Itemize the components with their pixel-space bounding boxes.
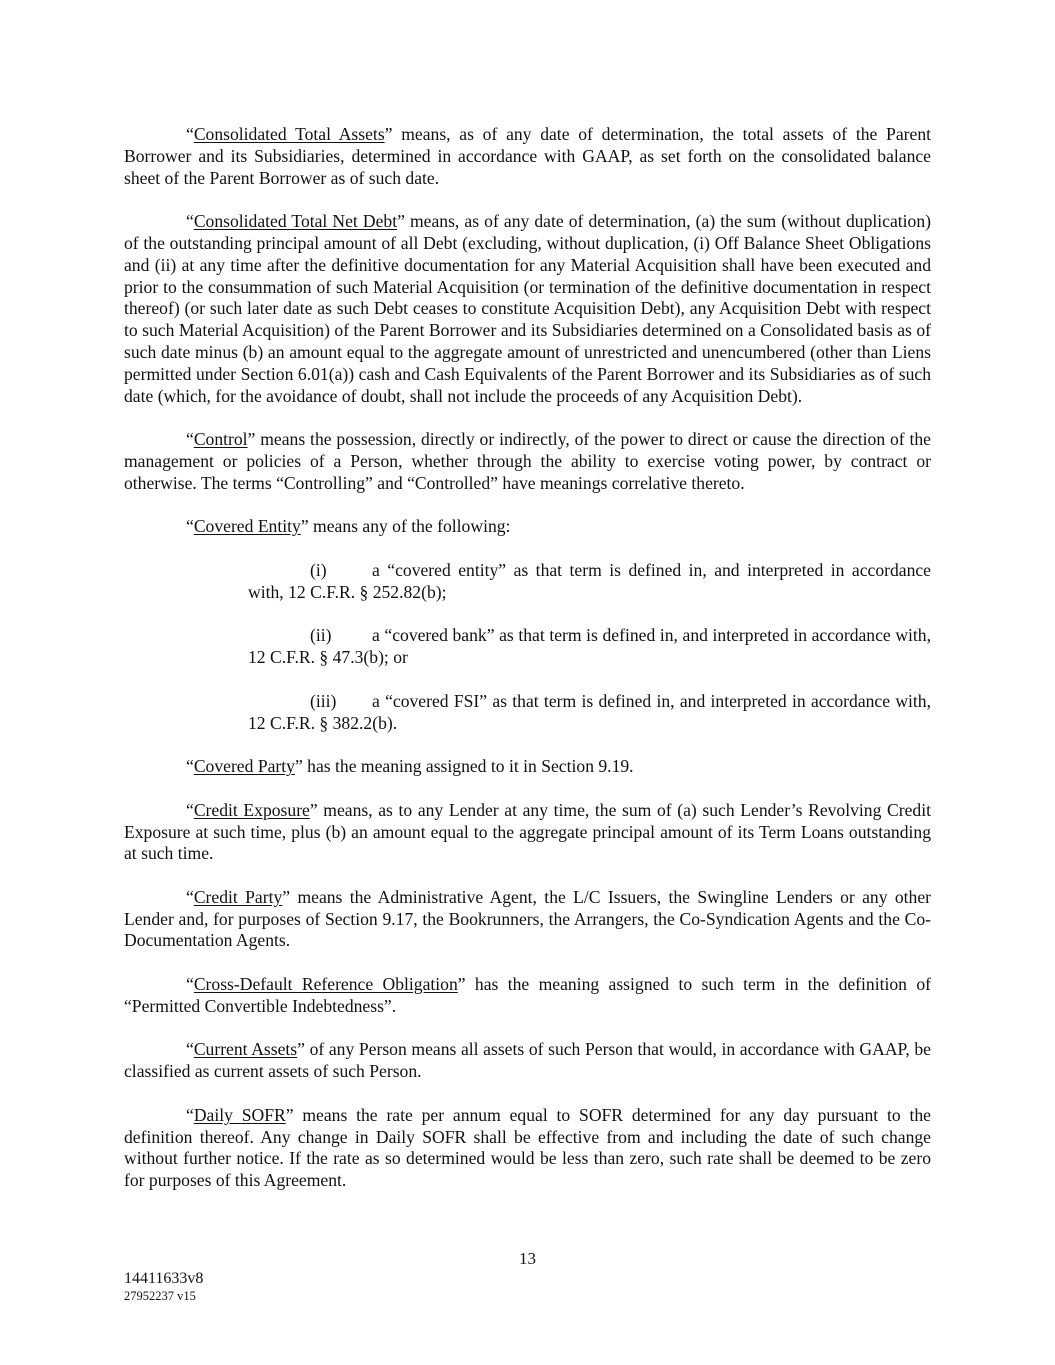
item-text: a “covered entity” as that term is defined in, and interpreted in accordance with, 12 C.F.R. § 252.82(b); xyxy=(248,559,931,602)
document-body xyxy=(124,124,931,1214)
definition-text: ” means, as of any date of determination, the total assets of the Parent Borrower and its Subsidiaries, determined in accordance with GAAP, as set forth on the consolidated balance sheet of the Parent Borrower as of such date. xyxy=(124,124,932,188)
definition-consolidated-total-net-debt: “Consolidated Total Net Debt” means, as of any date of determination, (a) the sum (without duplication) of the outstanding principal amount of all Debt (excluding, without duplication, (i) Off Balance Sheet Obligations and (ii) at any time after the definitive documentation for any Material Acquisition shall have been executed and prior to the consummation of such Material Acquisition (or termination of the definitive documentation in respect thereof) (or such later date as such Debt ceases to constitute Acquisition Debt), any Acquisition Debt with respect to such Material Acquisition) of the Parent Borrower and its Subsidiaries determined on a Consolidated basis as of such date minus (b) an amount equal to the aggregate amount of unrestricted and unencumbered (other than Liens permitted under Section 6.01(a)) cash and Cash Equivalents of the Parent Borrower and its Subsidiaries as of such date (which, for the avoidance of doubt, shall not include the proceeds of any Acquisition Debt). xyxy=(124,211,931,406)
item-text: a “covered bank” as that term is defined in, and interpreted in accordance with, 12 C.F.R. § 47.3(b); or xyxy=(248,625,931,668)
defined-term: Credit Party xyxy=(193,886,283,907)
definition-cross-default-reference-obligation: “Cross-Default Reference Obligation” has the meaning assigned to such term in the definition of “Permitted Convertible Indebtedness”. xyxy=(124,974,931,1016)
defined-term: Cross-Default Reference Obligation xyxy=(193,974,458,995)
definition-text: ” means, as of any date of determination, (a) the sum (without duplication) of the outstanding principal amount of all Debt (excluding, without duplication, (i) Off Balance Sheet Obligations and (ii) at any time after the definitive documentation for any Material Acquisition shall have been executed and prior to the consummation of such Material Acquisition (or termination of the definitive documentation in respect thereof) (or such later date as such Debt ceases to constitute Acquisition Debt), any Acquisition Debt with respect to such Material Acquisition) of the Parent Borrower and its Subsidiaries determined on a Consolidated basis as of such date minus (b) an amount equal to the aggregate amount of unrestricted and unencumbered (other than Liens permitted under Section 6.01(a)) cash and Cash Equivalents of the Parent Borrower and its Subsidiaries as of such date (which, for the avoidance of doubt, shall not include the proceeds of any Acquisition Debt). xyxy=(124,211,931,406)
definition-text: ” of any Person means all assets of such Person that would, in accordance with GAAP, be classified as current assets of such Person. xyxy=(124,1039,931,1082)
covered-entity-item xyxy=(248,625,931,669)
covered-entity-item xyxy=(248,691,931,735)
item-label: (iii) xyxy=(310,690,337,711)
definition-credit-exposure: “Credit Exposure” means, as to any Lender at any time, the sum of (a) such Lender’s Revolving Credit Exposure at such time, plus (b) an amount equal to the aggregate principal amount of its Term Loans outstanding at such time. xyxy=(124,799,931,864)
definition-text: ” means, as to any Lender at any time, the sum of (a) such Lender’s Revolving Credit Exposure at such time, plus (b) an amount equal to the aggregate principal amount of its Term Loans outstanding at such time. xyxy=(124,799,931,864)
definition-text: ” means the Administrative Agent, the L/C Issuers, the Swingline Lenders or any other Lender and, for purposes of Section 9.17, the Bookrunners, the Arrangers, the Co-Syndication Agents and the Co-Documentation Agents. xyxy=(124,886,931,951)
definition-covered-party: “Covered Party” has the meaning assigned to it in Section 9.19. xyxy=(186,756,634,777)
definition-control: “Control” means the possession, directly or indirectly, of the power to direct or cause the direction of the management or policies of a Person, whether through the ability to exercise voting power, by contract or otherwise. The terms “Controlling” and “Controlled” have meanings correlative thereto. xyxy=(124,429,931,493)
defined-term: Consolidated Total Net Debt xyxy=(193,211,398,232)
defined-term: Covered Entity xyxy=(193,516,301,537)
definition-text: ” means the rate per annum equal to SOFR determined for any day pursuant to the definition thereof. Any change in Daily SOFR shall be effective from and including the date of such change without further notice. If the rate as so determined would be less than zero, such rate shall be deemed to be zero for purposes of this Agreement. xyxy=(124,1104,931,1191)
defined-term: Control xyxy=(193,429,248,450)
defined-term: Current Assets xyxy=(193,1039,298,1060)
defined-term: Credit Exposure xyxy=(193,799,310,820)
item-label: (ii) xyxy=(310,625,332,646)
definition-credit-party: “Credit Party” means the Administrative Agent, the L/C Issuers, the Swingline Lenders or any other Lender and, for purposes of Section 9.17, the Bookrunners, the Arrangers, the Co-Syndication Agents and the Co-Documentation Agents. xyxy=(124,886,931,951)
definition-covered-entity: “Covered Entity” means any of the following: xyxy=(186,516,511,537)
item-text: a “covered FSI” as that term is defined in, and interpreted in accordance with, 12 C.F.R. § 382.2(b). xyxy=(248,690,931,733)
definition-text: ” has the meaning assigned to such term in the definition of “Permitted Convertible Indebtedness”. xyxy=(124,974,931,1016)
defined-term: Daily SOFR xyxy=(193,1104,286,1125)
defined-term: Consolidated Total Assets xyxy=(193,124,385,144)
definition-text: ” has the meaning assigned to it in Section 9.19. xyxy=(294,756,634,777)
definition-text: ” means the possession, directly or indirectly, of the power to direct or cause the direction of the management or policies of a Person, whether through the ability to exercise voting power, by contract or otherwise. The terms “Controlling” and “Controlled” have meanings correlative thereto. xyxy=(124,429,931,493)
item-label: (i) xyxy=(310,559,327,580)
defined-term: Covered Party xyxy=(193,756,295,777)
page-number: 13 xyxy=(519,1249,536,1268)
covered-entity-item xyxy=(248,560,931,604)
definition-current-assets: “Current Assets” of any Person means all assets of such Person that would, in accordance with GAAP, be classified as current assets of such Person. xyxy=(124,1039,931,1082)
definition-text: ” means any of the following: xyxy=(300,516,511,537)
definition-consolidated-total-assets: “Consolidated Total Assets” means, as of any date of determination, the total assets of the Parent Borrower and its Subsidiaries, determined in accordance with GAAP, as set forth on the consolidated balance sheet of the Parent Borrower as of such date. xyxy=(124,124,932,188)
definition-daily-sofr: “Daily SOFR” means the rate per annum equal to SOFR determined for any day pursuant to the definition thereof. Any change in Daily SOFR shall be effective from and including the date of such change without further notice. If the rate as so determined would be less than zero, such rate shall be deemed to be zero for purposes of this Agreement. xyxy=(124,1104,931,1191)
document-id-secondary: 27952237 v15 xyxy=(124,1289,196,1303)
document-id-primary: 14411633v8 xyxy=(124,1270,204,1287)
